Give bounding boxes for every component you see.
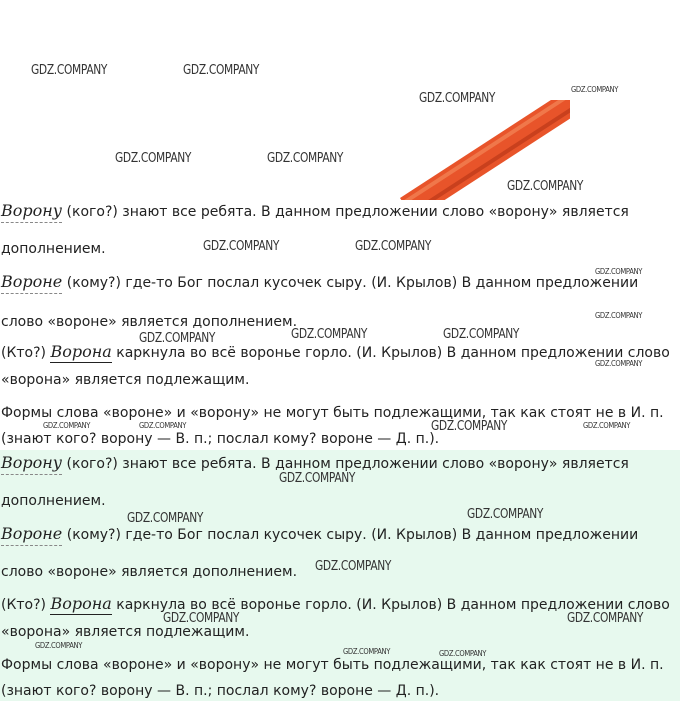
dashed-word: Вороне — [1, 524, 62, 546]
dashed-word: Вороне — [1, 272, 62, 294]
sentence-text: (кому?) где-то Бог послал кусочек сыру. (И. Крылов) В данном предложении — [62, 275, 639, 291]
watermark: GDZ.COMPANY — [267, 151, 344, 166]
sentence-2 — [1, 525, 638, 544]
sentence-text: каркнула во всё воронье горло. (И. Крылов) В данном предложении слово — [111, 597, 670, 613]
underlined-word: Ворона — [50, 594, 112, 613]
underlined-word: Ворона — [50, 342, 112, 361]
watermark: GDZ.COMPANY — [439, 649, 487, 658]
sentence-1 — [1, 202, 629, 221]
sentence-prefix: (Кто?) — [1, 597, 51, 613]
conclusion-line-2: (знают кого? ворону — В. п.; послал кому? вороне — Д. п.). — [1, 683, 440, 699]
sentence-2 — [1, 273, 638, 292]
watermark: GDZ.COMPANY — [183, 63, 260, 78]
watermark: GDZ.COMPANY — [419, 91, 496, 106]
watermark: GDZ.COMPANY — [431, 419, 508, 434]
conclusion-line-1: Формы слова «вороне» и «ворону» не могут быть подлежащими, так как стоят не в И. п. — [1, 405, 664, 421]
watermark: GDZ.COMPANY — [31, 63, 108, 78]
sentence-prefix: (Кто?) — [1, 345, 51, 361]
watermark: GDZ.COMPANY — [139, 331, 216, 346]
sentence-text: каркнула во всё воронье горло. (И. Крылов) В данном предложении слово — [111, 345, 670, 361]
watermark: GDZ.COMPANY — [203, 239, 280, 254]
watermark: GDZ.COMPANY — [43, 421, 91, 430]
watermark: GDZ.COMPANY — [355, 239, 432, 254]
dashed-word: Ворону — [1, 453, 62, 475]
sentence-1-line-2: дополнением. — [1, 241, 106, 257]
conclusion-line-2: (знают кого? ворону — В. п.; послал кому? вороне — Д. п.). — [1, 431, 440, 447]
watermark: GDZ.COMPANY — [467, 507, 544, 522]
watermark: GDZ.COMPANY — [163, 611, 240, 626]
watermark: GDZ.COMPANY — [115, 151, 192, 166]
watermark: GDZ.COMPANY — [443, 327, 520, 342]
watermark: GDZ.COMPANY — [567, 611, 644, 626]
sentence-3-line-2: «ворона» является подлежащим. — [1, 624, 250, 640]
watermark: GDZ.COMPANY — [583, 421, 631, 430]
sentence-3-line-2: «ворона» является подлежащим. — [1, 372, 250, 388]
watermark: GDZ.COMPANY — [139, 421, 187, 430]
dashed-word: Ворону — [1, 201, 62, 223]
watermark: GDZ.COMPANY — [595, 267, 643, 276]
sentence-3 — [1, 343, 670, 362]
watermark: GDZ.COMPANY — [343, 647, 391, 656]
sentence-text: (кого?) знают все ребята. В данном предложении слово «ворону» является — [62, 456, 629, 472]
sentence-2-line-2: слово «вороне» является дополнением. — [1, 564, 298, 580]
watermark: GDZ.COMPANY — [507, 179, 584, 194]
sentence-1-line-2: дополнением. — [1, 493, 106, 509]
sentence-text: (кого?) знают все ребята. В данном предложении слово «ворону» является — [62, 204, 629, 220]
watermark: GDZ.COMPANY — [595, 359, 643, 368]
watermark: GDZ.COMPANY — [127, 511, 204, 526]
watermark: GDZ.COMPANY — [291, 327, 368, 342]
watermark: GDZ.COMPANY — [571, 85, 619, 94]
sentence-2-line-2: слово «вороне» является дополнением. — [1, 314, 298, 330]
sentence-text: (кому?) где-то Бог послал кусочек сыру. (И. Крылов) В данном предложении — [62, 527, 639, 543]
watermark: GDZ.COMPANY — [595, 311, 643, 320]
watermark: GDZ.COMPANY — [35, 641, 83, 650]
watermark: GDZ.COMPANY — [315, 559, 392, 574]
watermark: GDZ.COMPANY — [279, 471, 356, 486]
conclusion-line-1: Формы слова «вороне» и «ворону» не могут быть подлежащими, так как стоят не в И. п. — [1, 657, 664, 673]
